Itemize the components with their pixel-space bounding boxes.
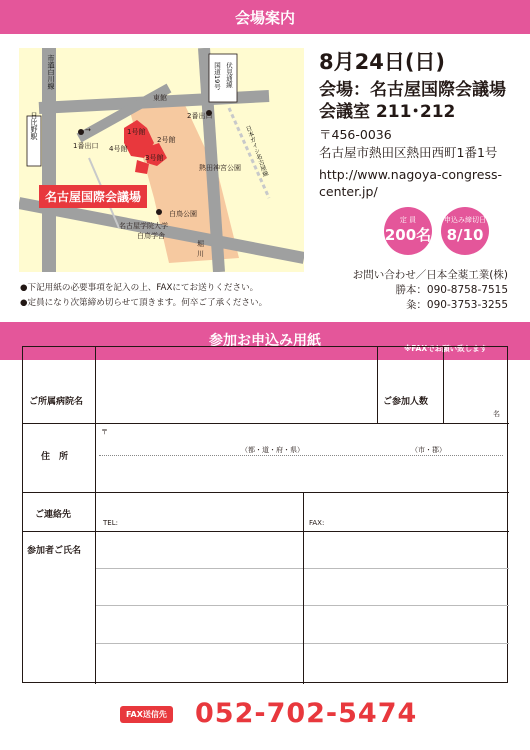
venue-info-banner	[0, 0, 530, 34]
svg-text:名古屋学院大学: 名古屋学院大学	[119, 222, 168, 230]
deadline-badge	[441, 207, 489, 255]
contact-phone-2: 粂：090-3753-3255	[405, 299, 508, 311]
capacity-badge	[384, 207, 432, 255]
participant-field[interactable]	[305, 570, 507, 604]
svg-text:日比野駅: 日比野駅	[30, 112, 38, 140]
prefecture-hint: （都・道・府・県）	[241, 446, 304, 454]
participant-field[interactable]	[305, 607, 507, 642]
postal-mark: 〒	[101, 428, 108, 436]
participant-field[interactable]	[97, 533, 301, 567]
svg-text:国道19号: 国道19号	[213, 62, 221, 90]
contact-title: お問い合わせ／日本全薬工業(株)	[352, 269, 508, 281]
fax-field[interactable]	[329, 494, 505, 530]
svg-text:市道白川線: 市道白川線	[47, 54, 55, 90]
form-fax-note: ※FAXでお願い致します	[404, 344, 488, 353]
svg-text:1号館: 1号館	[127, 128, 146, 136]
svg-text:伏見通線: 伏見通線	[225, 62, 233, 88]
note-line: ●下記用紙の必要事項を記入の上、FAXにてお送りください。	[20, 283, 259, 293]
svg-text:堀: 堀	[197, 240, 204, 248]
svg-text:日本ガイシ名古屋線: 日本ガイシ名古屋線	[243, 124, 269, 178]
svg-text:東館: 東館	[153, 94, 167, 102]
event-venue: 会場：名古屋国際会議場	[319, 80, 506, 100]
svg-text:川: 川	[197, 250, 204, 258]
participant-field[interactable]	[97, 645, 301, 681]
event-postal: 〒456-0036	[319, 127, 392, 142]
deadline-badge-title: 申込み締切日	[444, 216, 486, 224]
fax-label: FAX:	[309, 519, 325, 527]
banner-title: 会場案内	[234, 9, 295, 27]
contact-info	[353, 268, 508, 313]
note-line: ●定員になり次第締め切らせて頂きます。何卒ご了承ください。	[20, 298, 268, 308]
attendees-unit: 名	[493, 410, 500, 418]
svg-text:熱田神宮公園: 熱田神宮公園	[199, 164, 241, 172]
form-title: 参加お申込み用紙	[209, 333, 321, 349]
exit-1-marker	[78, 129, 84, 135]
venue-map	[19, 48, 304, 272]
svg-text:4号館: 4号館	[109, 145, 128, 153]
rail-line	[229, 108, 269, 198]
venue-map-label: 名古屋国際会議場	[39, 185, 147, 208]
tel-label: TEL:	[103, 519, 118, 527]
city-hint: （市・郡）	[411, 446, 446, 454]
event-url-line1[interactable]: http://www.nagoya-congress-	[319, 167, 502, 182]
event-url-line2[interactable]: center.jp/	[319, 184, 378, 199]
address-label: 住 所	[41, 452, 69, 462]
participant-field[interactable]	[97, 607, 301, 642]
capacity-badge-title: 定 員	[399, 216, 417, 224]
participant-field[interactable]	[305, 533, 507, 567]
notes	[20, 281, 267, 311]
svg-text:白鳥学舎: 白鳥学舎	[137, 232, 165, 240]
contact-phone-1: 勝本：090-8758-7515	[395, 284, 508, 296]
svg-text:2号館: 2号館	[157, 136, 176, 144]
event-date: 8月24日(日)	[319, 50, 446, 74]
contact-label: ご連絡先	[35, 510, 72, 520]
event-address: 名古屋市熱田区熱田西町1番1号	[319, 145, 498, 160]
deadline-badge-value: 8/10	[446, 226, 484, 244]
event-room: 会議室 211･212	[319, 102, 456, 122]
participants-label: 参加者ご氏名	[27, 546, 82, 556]
svg-text:1番出口: 1番出口	[73, 142, 99, 150]
participant-field[interactable]	[97, 570, 301, 604]
hospital-label: ご所属病院名	[29, 397, 84, 407]
svg-text:2番出口: 2番出口	[187, 112, 213, 120]
svg-text:3号館: 3号館	[145, 154, 164, 162]
tel-field[interactable]	[123, 494, 299, 530]
address-field[interactable]	[97, 425, 507, 490]
application-form	[22, 346, 508, 683]
hospital-field[interactable]	[97, 349, 375, 421]
svg-text:→: →	[85, 126, 91, 134]
capacity-badge-value: 200名	[384, 226, 432, 244]
fax-badge: FAX送信先	[120, 706, 173, 723]
participant-field[interactable]	[305, 645, 507, 681]
svg-text:白鳥公園: 白鳥公園	[169, 210, 197, 218]
attendees-label: ご参加人数	[383, 397, 429, 407]
map-graphic	[19, 48, 304, 272]
fax-number[interactable]: 052-702-5474	[195, 698, 418, 729]
